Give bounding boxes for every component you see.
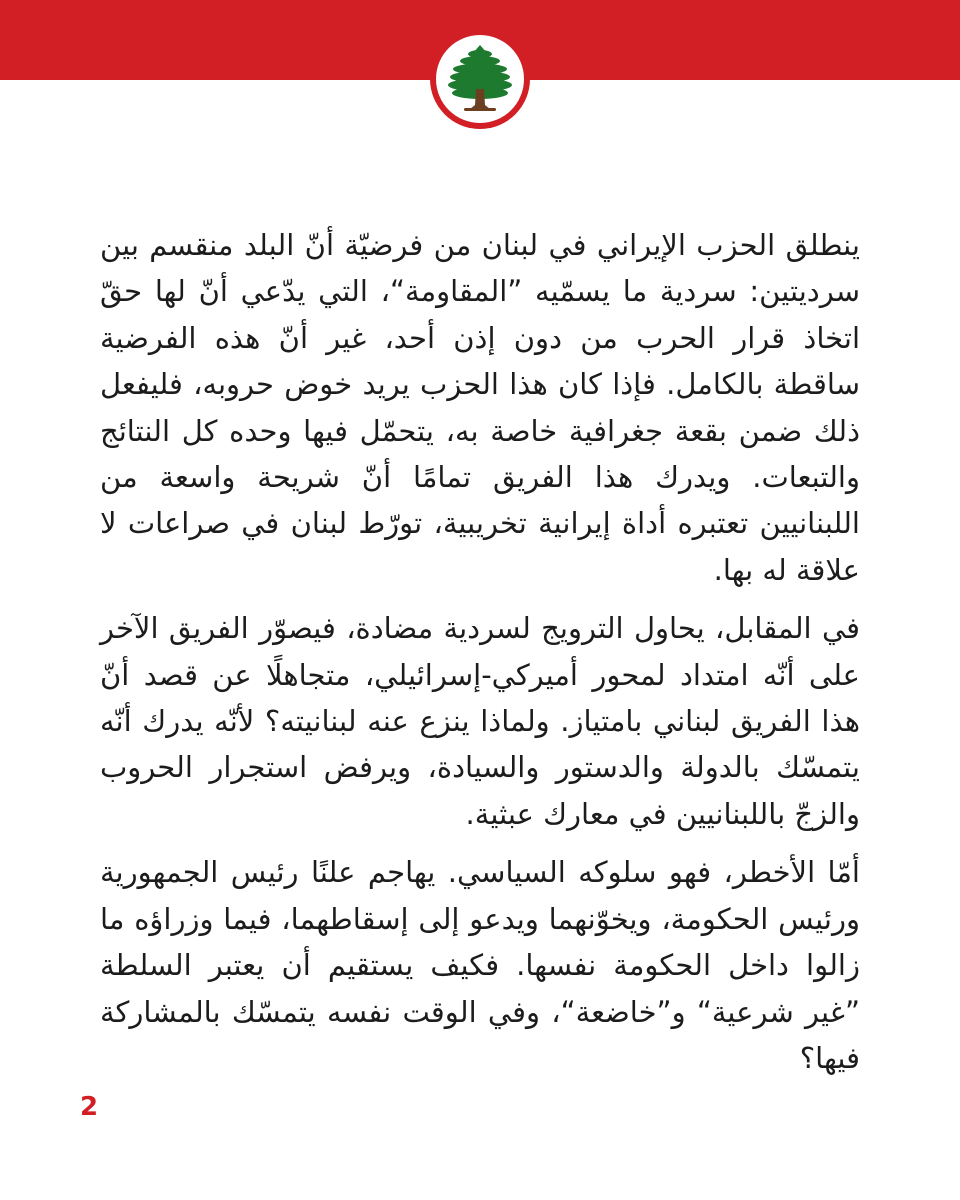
- paragraph: في المقابل، يحاول الترويج لسردية مضادة، فيصوّر الفريق الآخر على أنّه امتداد لمحور أميركي-إسرائيلي، متجاهلًا عن قصد أنّ هذا الفريق لبناني بامتياز. ولماذا ينزع عنه لبنانيته؟ لأنّه يدرك أنّه يتمسّك بالدولة والدستور والسيادة، ويرفض استجرار الحروب والزجّ باللبنانيين في معارك عبثية.: [100, 611, 860, 831]
- paragraph: أمّا الأخطر، فهو سلوكه السياسي. يهاجم علنًا رئيس الجمهورية ورئيس الحكومة، ويخوّنهما ويدعو إلى إسقاطهما، فيما وزراؤه ما زالوا داخل الحكومة نفسها. فكيف يستقيم أن يعتبر السلطة ”غير شرعية“ و”خاضعة“، وفي الوقت نفسه يتمسّك بالمشاركة فيها؟: [100, 855, 860, 1075]
- cedar-tree-icon: [428, 27, 532, 131]
- paragraph: ينطلق الحزب الإيراني في لبنان من فرضيّة أنّ البلد منقسم بين سرديتين: سردية ما يسمّيه ”المقاومة“، التي يدّعي أنّ لها حقّ اتخاذ قرار الحرب من دون إذن أحد، غير أنّ هذه الفرضية ساقطة بالكامل. فإذا كان هذا الحزب يريد خوض حروبه، فليفعل ذلك ضمن بقعة جغرافية خاصة به، يتحمّل فيها وحده كل النتائج والتبعات. ويدرك هذا الفريق تمامًا أنّ شريحة واسعة من اللبنانيين تعتبره أداة إيرانية تخريبية، تورّط لبنان في صراعات لا علاقة له بها.: [100, 228, 860, 587]
- page-number: 2: [80, 1092, 99, 1122]
- article-body: [100, 222, 860, 1093]
- party-emblem: [428, 27, 532, 131]
